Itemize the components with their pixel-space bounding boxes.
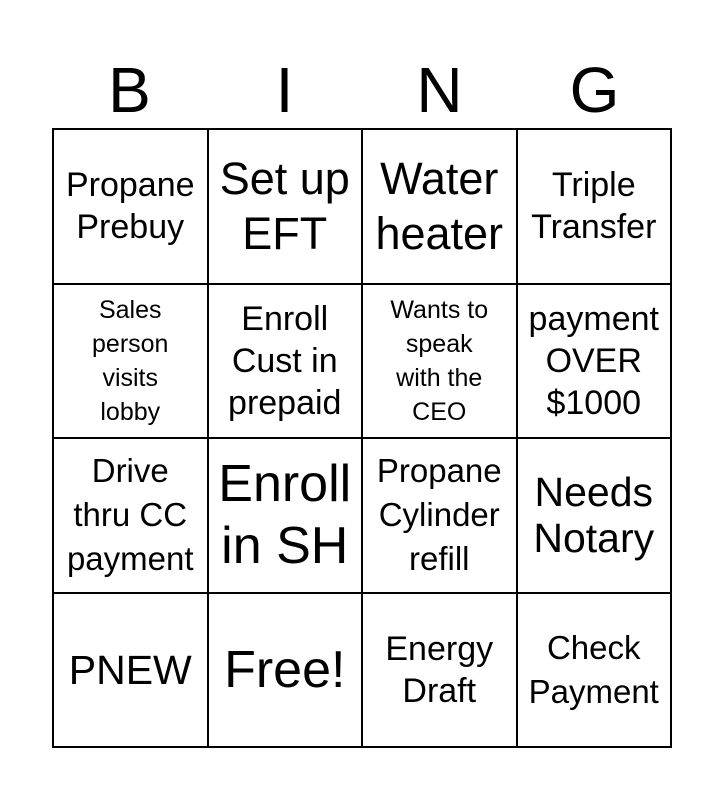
cell-text: Energy Draft (385, 629, 494, 710)
cell-text: Drive thru CC payment (66, 452, 194, 578)
bingo-cell-free[interactable] (208, 593, 363, 748)
cell-text: Sales person visits lobby (92, 295, 169, 426)
cell-text: Free! (224, 640, 346, 699)
bingo-cell[interactable] (362, 438, 517, 593)
bingo-cell[interactable] (362, 129, 517, 284)
bingo-cell[interactable] (53, 284, 208, 439)
cell-text: Enroll Cust in prepaid (228, 299, 342, 422)
cell-text: Wants to speak with the CEO (390, 295, 489, 426)
bingo-cell[interactable] (362, 593, 517, 748)
cell-text: Needs Notary (533, 469, 655, 562)
bingo-cell[interactable] (517, 129, 672, 284)
cell-text: Water heater (375, 153, 504, 260)
cell-text: Triple Transfer (531, 166, 657, 247)
bingo-cell[interactable] (53, 593, 208, 748)
cell-text: Propane Cylinder refill (376, 452, 502, 578)
cell-text: Check Payment (528, 628, 659, 710)
header-letter-b: B (108, 54, 151, 126)
cell-text: Propane Prebuy (65, 166, 195, 247)
bingo-cell[interactable] (208, 129, 363, 284)
bingo-cell[interactable] (517, 284, 672, 439)
cell-text: payment OVER $1000 (528, 299, 659, 422)
header-letter-n: N (416, 54, 463, 126)
bingo-cell[interactable] (53, 129, 208, 284)
header-letter-i: I (275, 54, 294, 126)
bingo-board (52, 128, 672, 748)
bingo-cell[interactable] (53, 438, 208, 593)
cell-text: Set up EFT (219, 153, 350, 260)
header-letter-g: G (569, 54, 620, 126)
bingo-cell[interactable] (517, 438, 672, 593)
bingo-cell[interactable] (208, 284, 363, 439)
bingo-cell[interactable] (517, 593, 672, 748)
bingo-cell[interactable] (208, 438, 363, 593)
cell-text: Enroll in SH (218, 455, 352, 576)
bingo-header (52, 52, 672, 128)
bingo-cell[interactable] (362, 284, 517, 439)
cell-text: PNEW (68, 646, 192, 693)
